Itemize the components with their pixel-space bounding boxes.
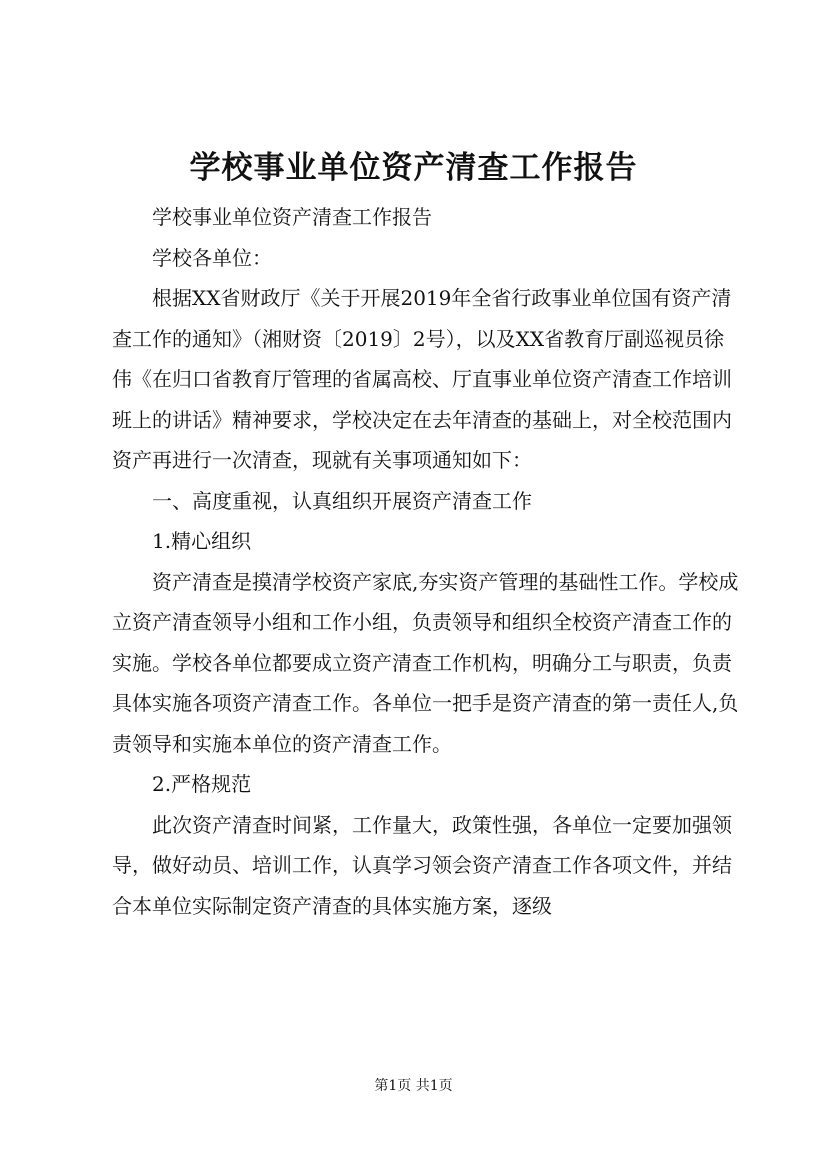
page-footer: 第1页 共1页 [374,1078,453,1094]
document-title: 学校事业单位资产清查工作报告 [189,150,638,186]
section-heading: 一、高度重视，认真组织开展资产清查工作 [152,488,532,513]
subsection-heading: 1.精心组织 [152,529,252,553]
body-paragraph: 资产清查是摸清学校资产家底,夯实资产管理的基础性工作。学校成立资产清查领导小组和工作小组，负责领导和组织全校资产清查工作的实施。学校各单位都要成立资产清查工作机构，明确分工与职责，负责具体实施各项资产清查工作。各单位一把手是资产清查的第一责任人,负责领导和实施本单位的资产清查工作。 [112,569,739,756]
subsection-heading: 2.严格规范 [152,772,252,796]
body-paragraph: 此次资产清查时间紧，工作量大，政策性强，各单位一定要加强领导，做好动员、培训工作，认真学习领会资产清查工作各项文件，并结合本单位实际制定资产清查的具体实施方案，逐级 [112,812,732,918]
body-paragraph: 学校各单位： [152,245,272,270]
body-paragraph: 根据XX省财政厅《关于开展2019年全省行政事业单位国有资产清查工作的通知》（湘财资〔2019〕2号），以及XX省教育厅副巡视员徐伟《在归口省教育厅管理的省属高校、厅直事业单位资产清查工作培训班上的讲话》精神要求，学校决定在去年清查的基础上，对全校范围内资产再进行一次清查，现就有关事项通知如下： [112,286,732,472]
body-paragraph: 学校事业单位资产清查工作报告 [152,205,432,229]
document-body [112,197,742,926]
